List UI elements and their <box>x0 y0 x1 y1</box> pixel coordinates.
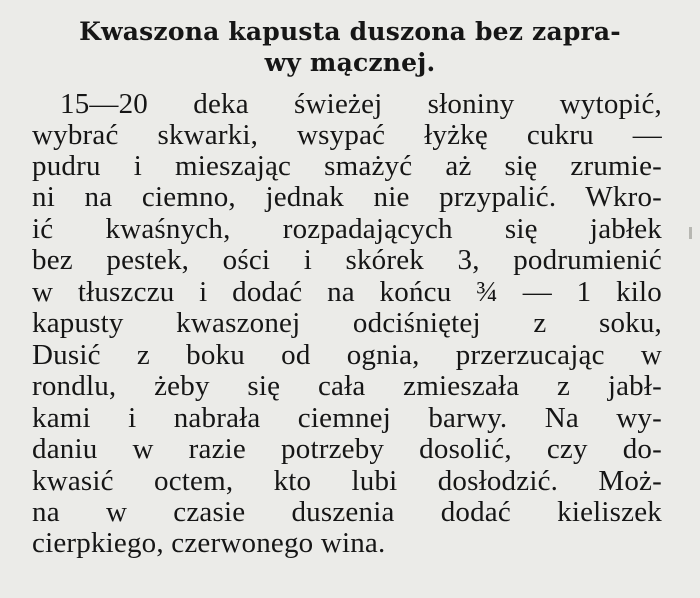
paper-speck <box>689 227 692 239</box>
recipe-body-line-11: kami i nabrała ciemnej barwy. Na wy- <box>32 402 662 434</box>
recipe-body-line-6: bez pestek, ości i skórek 3, podrumienić <box>32 244 662 276</box>
recipe-body-line-12: daniu w razie potrzeby dosolić, czy do- <box>32 433 662 465</box>
recipe-body-line-4: ni na ciemno, jednak nie przypalić. Wkro- <box>32 181 662 213</box>
recipe-body-line-13: kwasić octem, kto lubi dosłodzić. Moż- <box>32 465 662 497</box>
recipe-title-line-1: Kwaszona kapusta duszona bez zapra- <box>79 17 621 46</box>
recipe-body-line-8: kapusty kwaszonej odciśniętej z soku, <box>32 307 662 339</box>
recipe-body-line-9: Dusić z boku od ognia, przerzucając w <box>32 339 662 371</box>
recipe-body-line-1: 15—20 deka świeżej słoniny wytopić, <box>60 88 662 120</box>
recipe-body-line-2: wybrać skwarki, wsypać łyżkę cukru — <box>32 119 662 151</box>
recipe-body-line-7: w tłuszczu i dodać na końcu ¾ — 1 kilo <box>32 276 662 308</box>
recipe-body-line-10: rondlu, żeby się cała zmieszała z jabł- <box>32 370 662 402</box>
recipe-body-line-5: ić kwaśnych, rozpadających się jabłek <box>32 213 662 245</box>
recipe-body-line-3: pudru i mieszając smażyć aż się zrumie- <box>32 150 662 182</box>
recipe-body-line-15: cierpkiego, czerwonego wina. <box>32 527 386 559</box>
recipe-body-line-14: na w czasie duszenia dodać kieliszek <box>32 496 662 528</box>
recipe-title-line-2: wy mącznej. <box>264 48 436 77</box>
